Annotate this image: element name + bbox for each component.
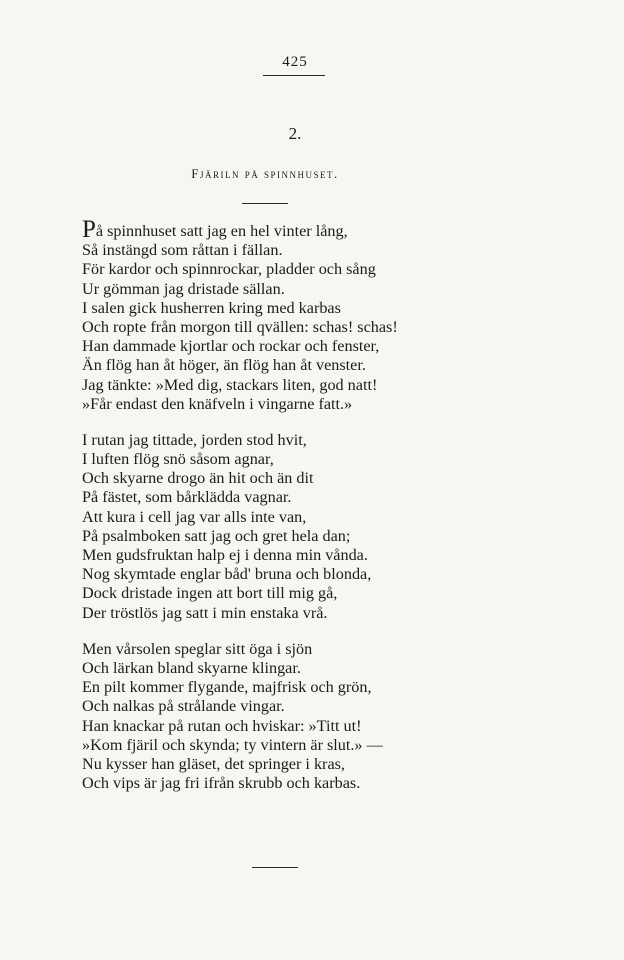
stanza-2 bbox=[82, 431, 522, 623]
poem-body bbox=[82, 216, 522, 810]
end-rule bbox=[252, 867, 298, 868]
drop-cap: P bbox=[82, 216, 96, 243]
page-number: 425 bbox=[282, 54, 308, 70]
poem-line: Ur gömman jag dristade sällan. bbox=[82, 279, 285, 298]
poem-line: Och skyarne drogo än hit och än dit bbox=[82, 469, 314, 488]
poem-line: Han knackar på rutan och hviskar: »Titt ut! bbox=[82, 716, 362, 735]
poem-line: Han dammade kjortlar och rockar och fenster, bbox=[82, 337, 380, 356]
stanza-1 bbox=[82, 216, 522, 414]
poem-line: Men gudsfruktan halp ej i denna min vånda. bbox=[82, 546, 368, 564]
poem-line: För kardor och spinnrockar, pladder och sång bbox=[82, 260, 376, 279]
poem-line bbox=[82, 216, 522, 243]
poem-line: Nog skymtade englar båd' bruna och blonda, bbox=[82, 565, 372, 584]
poem-line: Och ropte från morgon till qvällen: schas! schas! bbox=[82, 317, 398, 336]
stanza-3 bbox=[82, 640, 522, 794]
poem-line-text: å spinnhuset satt jag en hel vinter lång, bbox=[95, 222, 348, 240]
poem-line: Än flög han åt höger, än flög han åt venster. bbox=[82, 356, 366, 375]
poem-line: Och vips är jag fri ifrån skrubb och karbas. bbox=[82, 774, 361, 793]
poem-line: »Kom fjäril och skynda; ty vintern är slut.» — bbox=[82, 735, 383, 754]
poem-line: En pilt kommer flygande, majfrisk och grön, bbox=[82, 678, 372, 697]
poem-line: Men vårsolen speglar sitt öga i sjön bbox=[82, 639, 313, 658]
poem-line: I salen gick husherren kring med karbas bbox=[82, 298, 341, 317]
poem-line: Att kura i cell jag var alls inte van, bbox=[82, 507, 307, 526]
poem-line: Der tröstlös jag satt i min enstaka vrå. bbox=[82, 603, 328, 622]
title-rule bbox=[242, 203, 288, 204]
poem-line: På fästet, som bårklädda vagnar. bbox=[82, 488, 292, 507]
poem-line: I rutan jag tittade, jorden stod hvit, bbox=[82, 430, 307, 449]
poem-line: »Får endast den knäfveln i vingarne fatt.» bbox=[82, 394, 353, 413]
section-number: 2. bbox=[288, 124, 302, 143]
poem-line: I luften flög snö såsom agnar, bbox=[82, 450, 274, 469]
poem-line: Och nalkas på strålande vingar. bbox=[82, 697, 285, 716]
poem-line: Så instängd som råttan i fällan. bbox=[82, 241, 283, 260]
poem-line: Dock dristade ingen att bort till mig gå, bbox=[82, 584, 338, 603]
poem-line: Och lärkan bland skyarne klingar. bbox=[82, 658, 301, 677]
header-rule bbox=[263, 75, 325, 76]
poem-line: Nu kysser han gläset, det springer i kras, bbox=[82, 754, 345, 773]
poem-line: Jag tänkte: »Med dig, stackars liten, god natt! bbox=[82, 375, 378, 394]
poem-title: Fjäriln på spinnhuset. bbox=[191, 166, 339, 181]
poem-line: På psalmboken satt jag och gret hela dan; bbox=[82, 526, 351, 545]
